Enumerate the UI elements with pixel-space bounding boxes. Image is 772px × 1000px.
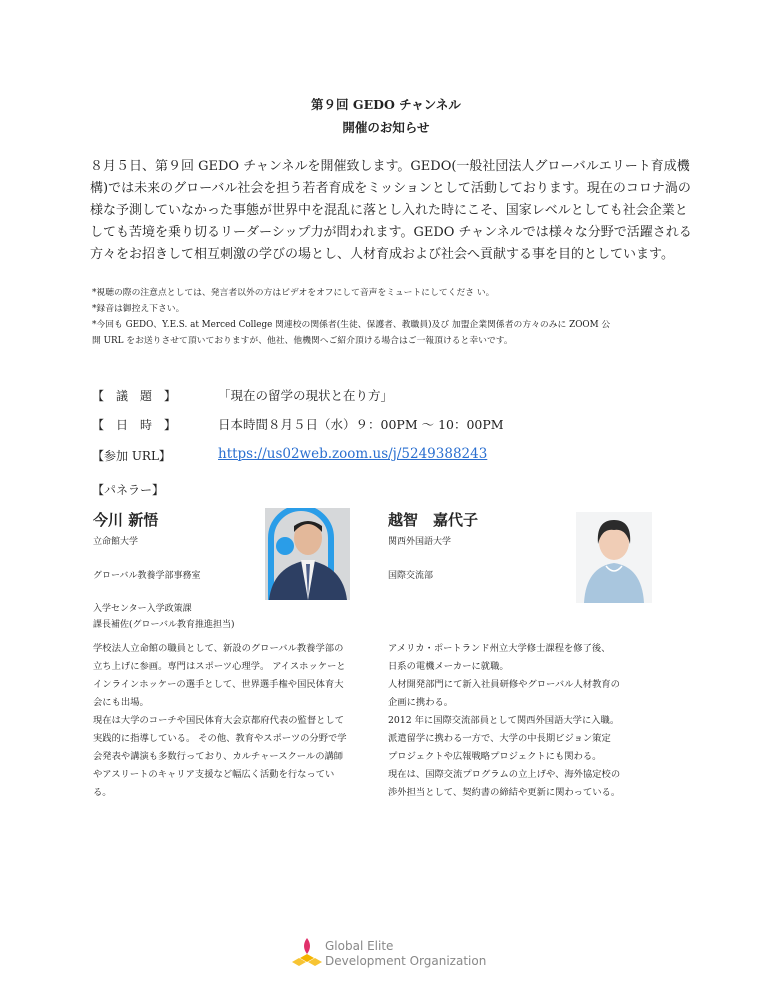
panelist-bio [93, 640, 347, 802]
intro-line: ８月５日、第９回 GEDO チャンネルを開催致します。GEDO(一般社団法人グローバルエリート育成機 [90, 159, 690, 174]
woman-portrait-icon [576, 512, 652, 603]
bio-line: 会発表や講演も多数行っており、カルチャースクールの講師 [93, 751, 344, 762]
topic-value: 「現在の留学の現状と在り方」 [218, 388, 394, 403]
bio-line: 学校法人立命館の職員として、新設のグローバル教養学部の [93, 643, 344, 654]
panelist-photo [576, 512, 652, 603]
panelist-role: 入学センター入学政策課 [93, 604, 192, 614]
bio-line: 日系の電機メーカーに就職。 [388, 661, 509, 672]
bio-line: インラインホッケーの選手として、世界選手権や国民体育大 [93, 679, 344, 690]
panelists-label: 【パネラー】 [92, 483, 165, 497]
panelist-role: 課長補佐(グローバル教育推進担当) [93, 620, 235, 630]
intro-line: 方々をお招きして相互刺激の学びの場とし、人材育成および社会へ貢献する事を目的としています。 [90, 247, 674, 262]
bio-line: 立ち上げに参画。専門はスポーツ心理学。 アイスホッケーと [93, 661, 346, 672]
intro-paragraph [90, 156, 692, 266]
intro-line: しても苦境を乗り切るリーダーシップ力が問われます。GEDO チャンネルでは様々な分野で活躍される [90, 225, 692, 240]
date-label: 【 日 時 】 [92, 418, 177, 432]
bio-line: アメリカ・ポートランド州立大学修士課程を修了後、 [388, 643, 611, 654]
bio-line: プロジェクトや広報戦略プロジェクトにも関わる。 [388, 751, 602, 762]
panelist-dept: グローバル教養学部事務室 [93, 571, 201, 581]
panelist-name: 今川 新悟 [93, 511, 159, 529]
note-line: 開 URL をお送りさせて頂いておりますが、他社、他機関へご紹介頂ける場合はご一報頂けると幸いです。 [92, 336, 513, 346]
panelist-affiliation: 立命館大学 [93, 537, 139, 547]
date-value: 日本時間８月５日（水）９：00PM 〜 10：00PM [218, 417, 504, 432]
intro-line: 構)では未来のグローバル社会を担う若者育成をミッションとして活動しております。現在のコロナ渦の [90, 181, 691, 196]
zoom-url-link[interactable]: https://us02web.zoom.us/j/5249388243 [218, 446, 488, 462]
panelist-name: 越智 嘉代子 [388, 511, 479, 529]
panelist-bio [388, 640, 620, 802]
note-line: *視聴の際の注意点としては、発言者以外の方はビデオをオフにして音声をミュートにしてくださ い。 [92, 288, 495, 298]
bio-line: 派遣留学に携わる一方で、大学の中長期ビジョン策定 [388, 733, 611, 744]
intro-line: 様な予測していなかった事態が世界中を混乱に落とし入れた時にこそ、国家レベルとしても社会企業と [90, 203, 688, 218]
panelist-affiliation: 関西外国語大学 [388, 537, 452, 547]
url-label: 【参加 URL】 [92, 449, 171, 463]
logo-line: Global Elite [325, 939, 394, 953]
bio-line: 現在は、国際交流プログラムの立上げや、海外協定校の [388, 769, 621, 780]
topic-label: 【 議 題 】 [92, 389, 177, 403]
bio-line: 現在は大学のコーチや国民体育大会京都府代表の監督として [93, 715, 345, 726]
panelist-dept: 国際交流部 [388, 571, 434, 581]
bio-line: 実践的に指導している。 その他、教育やスポーツの分野で学 [93, 733, 347, 744]
logo-line: Development Organization [325, 954, 487, 968]
bio-line: 2012 年に国際交流部員として関西外国語大学に入職。 [388, 715, 620, 726]
bio-line: 渉外担当として、契約書の締結や更新に関わっている。 [388, 787, 621, 798]
panelist-photo [265, 508, 350, 600]
man-portrait-icon [265, 508, 350, 600]
doc-subtitle: 開催のお知らせ [342, 120, 430, 135]
bio-line: る。 [93, 787, 112, 798]
doc-title: 第９回 GEDO チャンネル [311, 97, 461, 112]
notes [92, 285, 610, 349]
bio-line: 会にも出場。 [93, 697, 149, 708]
note-line: *録音は御控え下さい。 [92, 304, 185, 314]
note-line: *今回も GEDO、Y.E.S. at Merced College 関連校の関係者(生徒、保護者、教職員)及び 加盟企業関係者の方々のみに ZOOM 公 [92, 320, 611, 330]
footer-logo-text [325, 939, 486, 969]
bio-line: 企画に携わる。 [388, 697, 454, 708]
bio-line: 人材開発部門にて新入社員研修やグローバル人材教育の [388, 679, 620, 690]
gedo-logo-icon [292, 936, 322, 970]
bio-line: やアスリートのキャリア支援など幅広く活動を行なってい [93, 769, 335, 780]
